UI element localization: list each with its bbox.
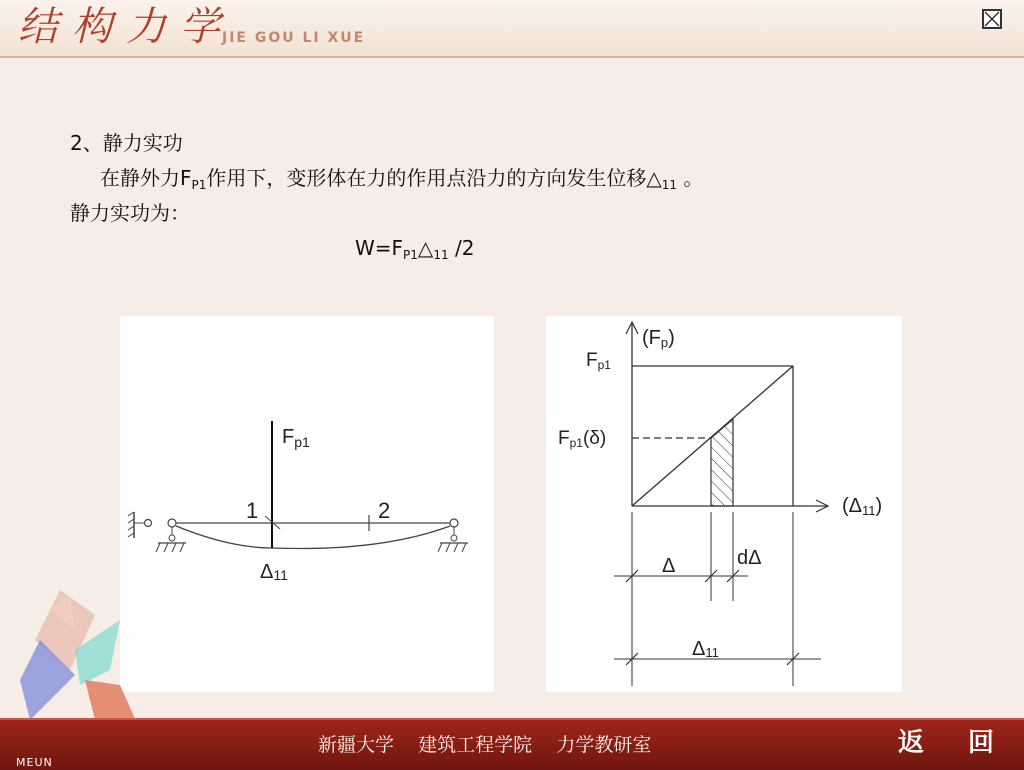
beam-diagram-panel xyxy=(120,316,494,692)
section-heading: 2、静力实功 xyxy=(70,131,183,155)
fp1-label: Fp1 xyxy=(586,350,611,372)
displacement-label: Δ11 xyxy=(260,561,288,583)
point-2-label: 2 xyxy=(378,498,391,523)
delta11-label: Δ11 xyxy=(692,638,719,660)
course-subtitle: JIE GOU LI XUE xyxy=(222,30,366,46)
decorative-crystal-graphic xyxy=(0,560,150,735)
force-label: $F_{p1}$ xyxy=(282,426,310,450)
description-line: 在静外力$F_{P1}$作用下，变形体在力的作用点沿力的方向发生位移$\triangle_{11}$ 。 xyxy=(100,166,704,192)
course-title: 结构力学 xyxy=(18,4,234,50)
close-icon xyxy=(984,11,1000,27)
beam-diagram xyxy=(120,316,494,692)
header-bar xyxy=(0,0,1024,58)
delta-label: Δ xyxy=(662,555,676,577)
institution-text: 新疆大学 建筑工程学院 力学教研室 xyxy=(318,734,652,756)
x-axis-label: (Δ11) xyxy=(842,495,883,518)
force-displacement-diagram xyxy=(546,316,902,692)
back-button[interactable]: 返 xyxy=(897,728,924,758)
return-button[interactable]: 回 xyxy=(967,728,994,758)
force-displacement-panel xyxy=(546,316,902,692)
work-formula: $W=F_{P1}\triangle_{11}$ /2 xyxy=(355,236,475,262)
menu-label[interactable]: MEUN xyxy=(16,756,53,769)
d-delta-label: dΔ xyxy=(737,547,762,569)
point-1-label: 1 xyxy=(246,498,259,523)
work-label: 静力实功为： xyxy=(70,201,190,225)
fp1-delta-label: Fp1(δ) xyxy=(558,428,607,450)
y-axis-label: (Fp) xyxy=(642,327,675,350)
footer-bar xyxy=(0,718,1024,770)
close-button[interactable] xyxy=(982,9,1002,29)
